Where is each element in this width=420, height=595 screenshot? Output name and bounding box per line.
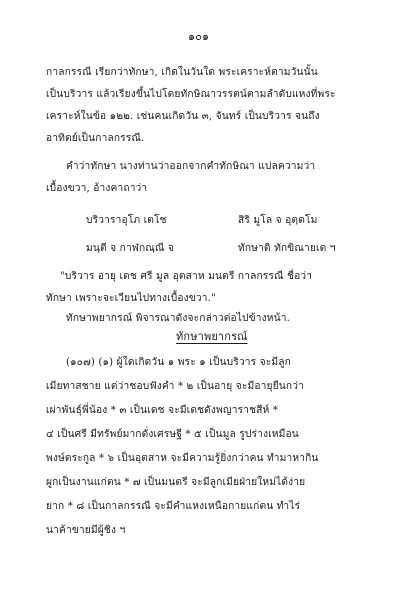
body-line: เบื้องขวา, อ้างคาถาว่า [46,183,148,194]
body-line: ผูกเป็นงานแก่ตน * ๗ เป็นมนตรี จะมีลูกเมียฝ่ายใหม่ได้ง่าย [46,477,306,488]
body-line: คำว่าทักษา นางท่านว่าออกจากคำทักษิณา แปลความว่า [66,161,316,172]
body-line: เคราะห์ในข้อ ๑๒๒. เช่นคนเกิดวัน ๓, จันทร์ เป็นบริวาร จนถึง [46,111,320,122]
body-line: กาลกรรณี เรียกว่าทักษา, เกิดในวันใด พระเคราะห์ตามวันนั้น [46,67,318,78]
verse-right: ทักษาติ ทักขิณายเต ฯ [238,243,336,254]
verse-left: บริวาราอุโภ เตโช [86,215,167,226]
body-line: เป็นบริวาร แล้วเรียงขึ้นไปโดยทักษิณาวรรตน์ตามลำดับแหงที่พระ [46,89,336,100]
body-line: ทักษาพยากรณ์ พิจารณาดังจะกล่าวต่อไปข้างหน้า. [66,313,291,324]
page-number: ๑๐๑ [188,30,210,43]
body-line: พงษ์ตระกูล * ๖ เป็นอุตสาห จะมีความรู้ยิ่งกว่าคน ทำมาหากิน [46,453,319,464]
body-line: นาค้าขายมีผู้ชิง ฯ [46,525,126,536]
body-line: อาทิตย์เป็นกาลกรรณี. [46,133,145,144]
body-line: เผ่าพันธุ์พี่น้อง * ๓ เป็นเดช จะมีเดชดังพญาราชสีห์ * [46,405,279,416]
quote-line: ทักษา เพราะจะเวียนไปทางเบื้องขวา." [46,293,216,304]
section-heading: ทักษาพยากรณ์ [176,330,248,343]
body-line: (๑๐๗) (๑) ผู้ใดเกิดวัน ๑ พระ ๑ เป็นบริวาร จะมีลูก [66,357,291,368]
body-line: เมียทาสชาย แต่ว่าชอบฟังคำ * ๒ เป็นอายุ จะมีอายุยืนกว่า [46,381,304,392]
quote-line: "บริวาร อายุ เดช ศรี มูล อุตสาห มนตรี กาลกรรณี ชื่อว่า [60,271,313,282]
body-line: ยาก * ๘ เป็นกาลกรรณี จะมีคำแหงเหนือกายแก่ตน ทำไร่ [46,501,301,512]
body-line: ๔ เป็นศรี มีทรัพย์มากดั่งเศรษฐี * ๕ เป็นมูล รูปร่างเหมือน [46,429,299,440]
verse-left: มนฺตี จ กาฬกณฺณี จ [86,243,174,254]
verse-right: สิริ มูโล จ อุตฺตโม [238,215,318,226]
